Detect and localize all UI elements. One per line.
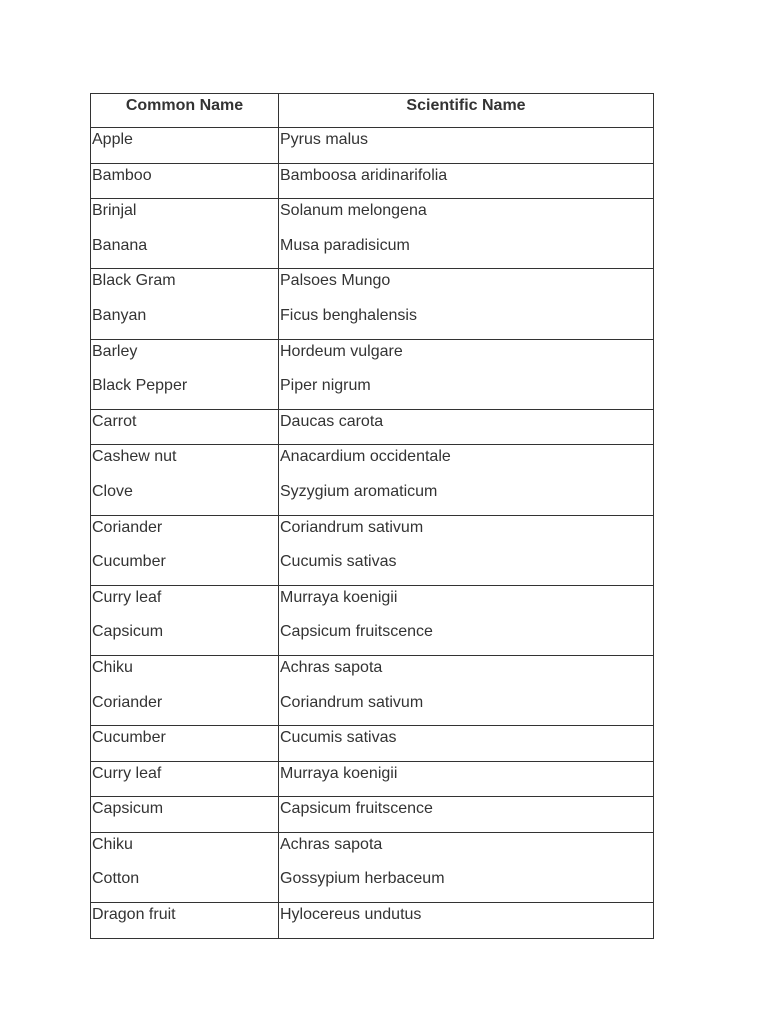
table-row xyxy=(91,515,654,585)
scientific-name: Bamboosa aridinarifolia xyxy=(280,166,448,184)
table-header xyxy=(91,94,654,128)
scientific-name: Syzygium aromaticum xyxy=(280,482,438,500)
common-name-cell xyxy=(91,585,279,655)
scientific-name: Musa paradisicum xyxy=(280,236,410,254)
scientific-name: Hordeum vulgare xyxy=(280,342,403,360)
scientific-name-cell xyxy=(279,797,654,833)
table-row xyxy=(91,269,654,339)
scientific-name: Daucas carota xyxy=(280,412,384,430)
scientific-name-cell xyxy=(279,726,654,762)
scientific-name: Achras sapota xyxy=(280,835,383,853)
scientific-name: Palsoes Mungo xyxy=(280,272,391,290)
scientific-name-cell xyxy=(279,163,654,199)
scientific-name: Hylocereus undutus xyxy=(280,906,422,924)
scientific-name-cell xyxy=(279,339,654,409)
common-name: Brinjal xyxy=(92,202,137,220)
table-row xyxy=(91,445,654,515)
common-name: Black Pepper xyxy=(92,377,188,395)
scientific-name-cell xyxy=(279,515,654,585)
scientific-name: Cucumis sativas xyxy=(280,729,397,747)
scientific-name-cell xyxy=(279,128,654,164)
common-name: Carrot xyxy=(92,412,137,430)
header-common-name: Common Name xyxy=(91,94,279,128)
common-name: Cashew nut xyxy=(92,448,177,466)
table-row xyxy=(91,903,654,939)
common-name: Apple xyxy=(92,131,133,148)
common-name-cell xyxy=(91,726,279,762)
common-name: Capsicum xyxy=(92,623,164,641)
table-row xyxy=(91,163,654,199)
plant-names-table xyxy=(90,93,654,939)
table-row xyxy=(91,199,654,269)
scientific-name: Gossypium herbaceum xyxy=(280,870,445,888)
scientific-name-cell xyxy=(279,409,654,445)
common-name-cell xyxy=(91,761,279,797)
table-row xyxy=(91,726,654,762)
common-name: Chiku xyxy=(92,835,133,853)
table-row xyxy=(91,339,654,409)
common-name-cell xyxy=(91,903,279,939)
common-name: Coriander xyxy=(92,518,163,536)
common-name-cell xyxy=(91,515,279,585)
common-name-cell xyxy=(91,409,279,445)
header-scientific-name: Scientific Name xyxy=(279,94,654,128)
common-name: Bamboo xyxy=(92,166,152,184)
table-row xyxy=(91,832,654,902)
common-name-cell xyxy=(91,199,279,269)
common-name: Curry leaf xyxy=(92,764,162,782)
table-row xyxy=(91,655,654,725)
common-name-cell xyxy=(91,832,279,902)
common-name: Black Gram xyxy=(92,272,176,290)
scientific-name-cell xyxy=(279,903,654,939)
table-body xyxy=(91,128,654,939)
scientific-name-cell xyxy=(279,655,654,725)
scientific-name-cell xyxy=(279,585,654,655)
scientific-name-cell xyxy=(279,269,654,339)
scientific-name: Achras sapota xyxy=(280,658,383,676)
table-row xyxy=(91,128,654,164)
scientific-name: Ficus benghalensis xyxy=(280,306,417,324)
scientific-name-cell xyxy=(279,445,654,515)
scientific-name-cell xyxy=(279,832,654,902)
common-name: Coriander xyxy=(92,693,163,711)
common-name-cell xyxy=(91,269,279,339)
common-name: Cotton xyxy=(92,870,140,888)
common-name: Clove xyxy=(92,482,133,500)
common-name-cell xyxy=(91,445,279,515)
scientific-name: Pyrus malus xyxy=(280,131,369,148)
common-name: Cucumber xyxy=(92,729,166,747)
table-row xyxy=(91,409,654,445)
common-name-cell xyxy=(91,339,279,409)
scientific-name: Piper nigrum xyxy=(280,377,371,395)
scientific-name: Capsicum fruitscence xyxy=(280,623,433,641)
header-row xyxy=(91,94,654,128)
scientific-name: Solanum melongena xyxy=(280,202,427,220)
common-name: Curry leaf xyxy=(92,588,162,606)
common-name-cell xyxy=(91,163,279,199)
common-name: Capsicum xyxy=(92,800,164,818)
scientific-name: Capsicum fruitscence xyxy=(280,800,433,818)
common-name: Dragon fruit xyxy=(92,906,176,924)
scientific-name: Murraya koenigii xyxy=(280,764,398,782)
scientific-name: Anacardium occidentale xyxy=(280,448,451,466)
scientific-name-cell xyxy=(279,199,654,269)
table-row xyxy=(91,585,654,655)
common-name-cell xyxy=(91,128,279,164)
common-name: Banana xyxy=(92,236,148,254)
common-name-cell xyxy=(91,655,279,725)
scientific-name: Coriandrum sativum xyxy=(280,693,424,711)
common-name: Banyan xyxy=(92,306,147,324)
scientific-name-cell xyxy=(279,761,654,797)
common-name: Barley xyxy=(92,342,138,360)
common-name-cell xyxy=(91,797,279,833)
table-row xyxy=(91,761,654,797)
table-row xyxy=(91,797,654,833)
scientific-name: Cucumis sativas xyxy=(280,553,397,571)
scientific-name: Murraya koenigii xyxy=(280,588,398,606)
common-name: Cucumber xyxy=(92,553,166,571)
scientific-name: Coriandrum sativum xyxy=(280,518,424,536)
common-name: Chiku xyxy=(92,658,133,676)
